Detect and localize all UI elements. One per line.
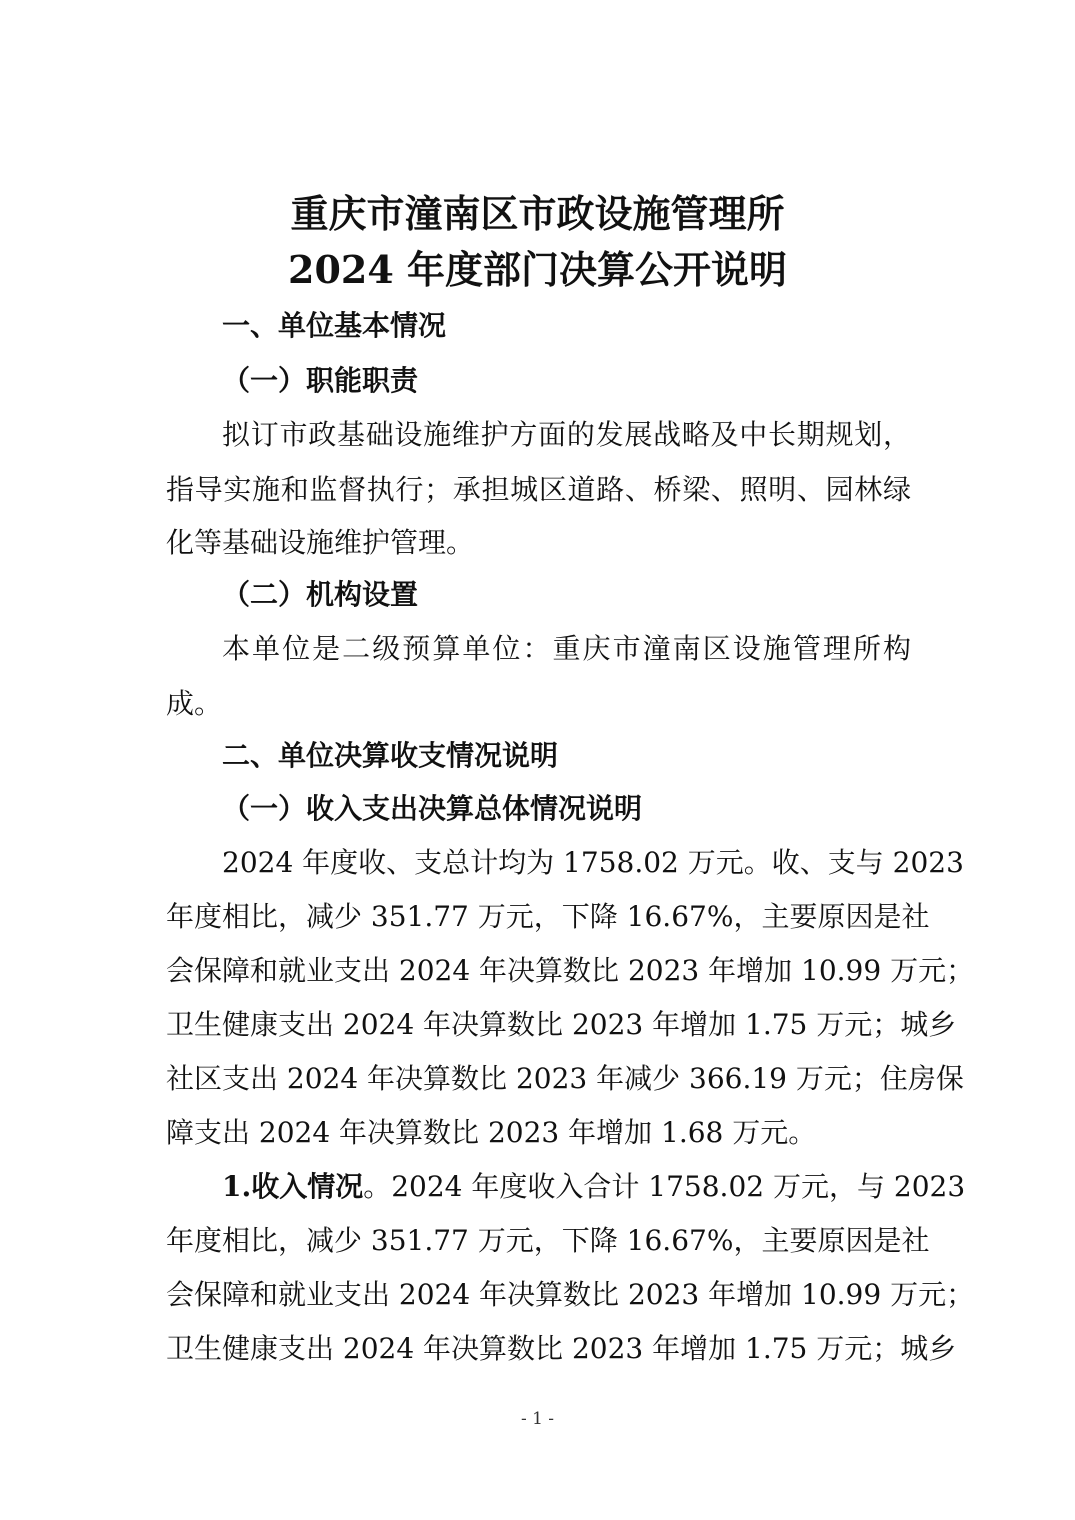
page-number: - 1 - [520,1409,555,1429]
section2-heading: 二、单位决算收支情况说明 [222,739,559,772]
income-first-line-text: 。2024 年度收入合计 1758.02 万元，与 2023 [363,1170,966,1203]
paragraph-line: 社区支出 2024 年决算数比 2023 年减少 366.19 万元；住房保 [166,1062,964,1095]
document-title-line1: 重庆市潼南区市政设施管理所 [290,191,785,236]
paragraph-line: 本单位是二级预算单位：重庆市潼南区设施管理所构 [222,632,911,665]
section1-sub2-heading: （二）机构设置 [222,578,419,611]
paragraph-line: 卫生健康支出 2024 年决算数比 2023 年增加 1.75 万元；城乡 [166,1332,957,1365]
paragraph-line: 拟订市政基础设施维护方面的发展战略及中长期规划， [222,418,911,451]
paragraph-line: 卫生健康支出 2024 年决算数比 2023 年增加 1.75 万元；城乡 [166,1008,957,1041]
paragraph-line: 障支出 2024 年决算数比 2023 年增加 1.68 万元。 [166,1116,817,1149]
paragraph-line: 成。 [166,687,223,720]
document-title-line2: 2024 年度部门决算公开说明 [288,247,787,292]
section1-sub1-heading: （一）职能职责 [222,364,419,397]
paragraph-line: 会保障和就业支出 2024 年决算数比 2023 年增加 10.99 万元； [166,954,975,987]
income-label: 1.收入情况 [222,1170,364,1203]
paragraph-line: 指导实施和监督执行；承担城区道路、桥梁、照明、园林绿 [166,473,911,506]
paragraph-line: 年度相比，减少 351.77 万元，下降 16.67%，主要原因是社 [166,900,930,933]
income-paragraph-first-line [222,1169,966,1205]
paragraph-line: 年度相比，减少 351.77 万元，下降 16.67%，主要原因是社 [166,1224,930,1257]
paragraph-line: 会保障和就业支出 2024 年决算数比 2023 年增加 10.99 万元； [166,1278,975,1311]
section2-sub1-heading: （一）收入支出决算总体情况说明 [222,792,643,825]
paragraph-line: 化等基础设施维护管理。 [166,526,475,559]
section1-heading: 一、单位基本情况 [222,309,447,342]
paragraph-line: 2024 年度收、支总计均为 1758.02 万元。收、支与 2023 [222,846,964,879]
